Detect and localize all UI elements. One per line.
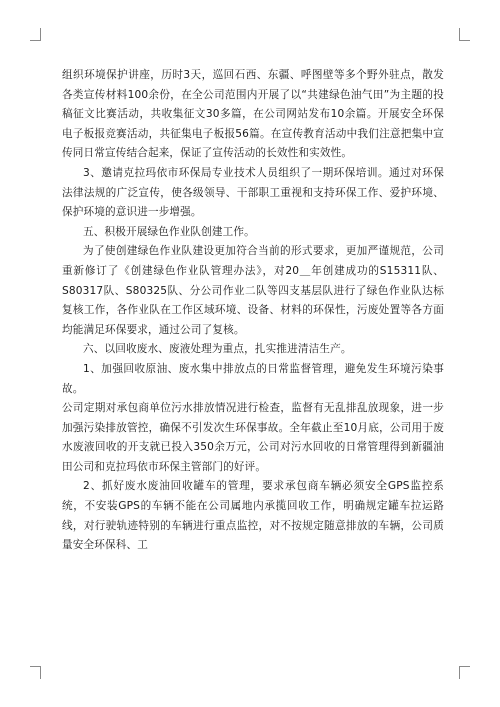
paragraph-green-team: 为了使创建绿色作业队建设更加符合当前的形式要求，更加严谨规范，公司重新修订了《创建绿色作业队管理办法》，对20＿年创建成功的S15311队、S80317队、S80325队、分公司作业二队等四支基层队进行了绿色作业队达标复核工作，各作业队在工作区域环境、设备、材料的环保性，污废处置等各方面均能满足环保要求，通过公司了复核。 bbox=[62, 245, 444, 336]
document-body bbox=[62, 66, 444, 556]
paragraph-point-2: 2、抓好废水废油回收罐车的管理，要求承包商车辆必须安全GPS监控系统，不安装GPS的车辆不能在公司属地内承揽回收工作，明确规定罐车拉运路线，对行驶轨迹特别的车辆进行重点监控，对不按规定随意排放的车辆，公司质量安全环保科、工 bbox=[62, 480, 444, 552]
crop-mark-bottom-left bbox=[30, 666, 41, 679]
crop-mark-top-left bbox=[30, 28, 41, 41]
crop-mark-bottom-right bbox=[459, 666, 470, 679]
paragraph-point-1: 1、加强回收原油、废水集中排放点的日常监督管理，避免发生环境污染事故。 bbox=[62, 362, 444, 395]
section-heading-clean-production: 六、以回收废水、废液处理为重点，扎实推进清洁生产。 bbox=[83, 343, 352, 356]
section-heading-green-team: 五、积极开展绿色作业队创建工作。 bbox=[83, 225, 255, 238]
crop-mark-top-right bbox=[459, 28, 470, 41]
paragraph-wastewater: 公司定期对承包商单位污水排放情况进行检查，监督有无乱排乱放现象，进一步加强污染排放管控，确保不引发次生环保事故。全年截止至10月底，公司用于废水废液回收的开支就已投入350余万元，公司对污水回收的日常管理得到新疆油田公司和克拉玛依市环保主管部门的好评。 bbox=[62, 402, 444, 473]
paragraph-continuation: 组织环境保护讲座，历时3天，巡回石西、东疆、呼图壁等多个野外驻点，散发各类宣传材料100余份，在全公司范围内开展了以“共建绿色油气田”为主题的投稿征文比赛活动，共收集征文30多篇，在公司网站发布10余篇。开展安全环保电子板报竞赛活动，共征集电子板报56篇。在宣传教育活动中我们注意把集中宣传同日常宣传结合起来，保证了宣传活动的长效性和实效性。 bbox=[62, 69, 444, 160]
paragraph-training: 3、邀请克拉玛依市环保局专业技术人员组织了一期环保培训。通过对环保法律法规的广泛宣传，使各级领导、干部职工重视和支持环保工作、爱护环境、保护环境的意识进一步增强。 bbox=[62, 166, 444, 219]
